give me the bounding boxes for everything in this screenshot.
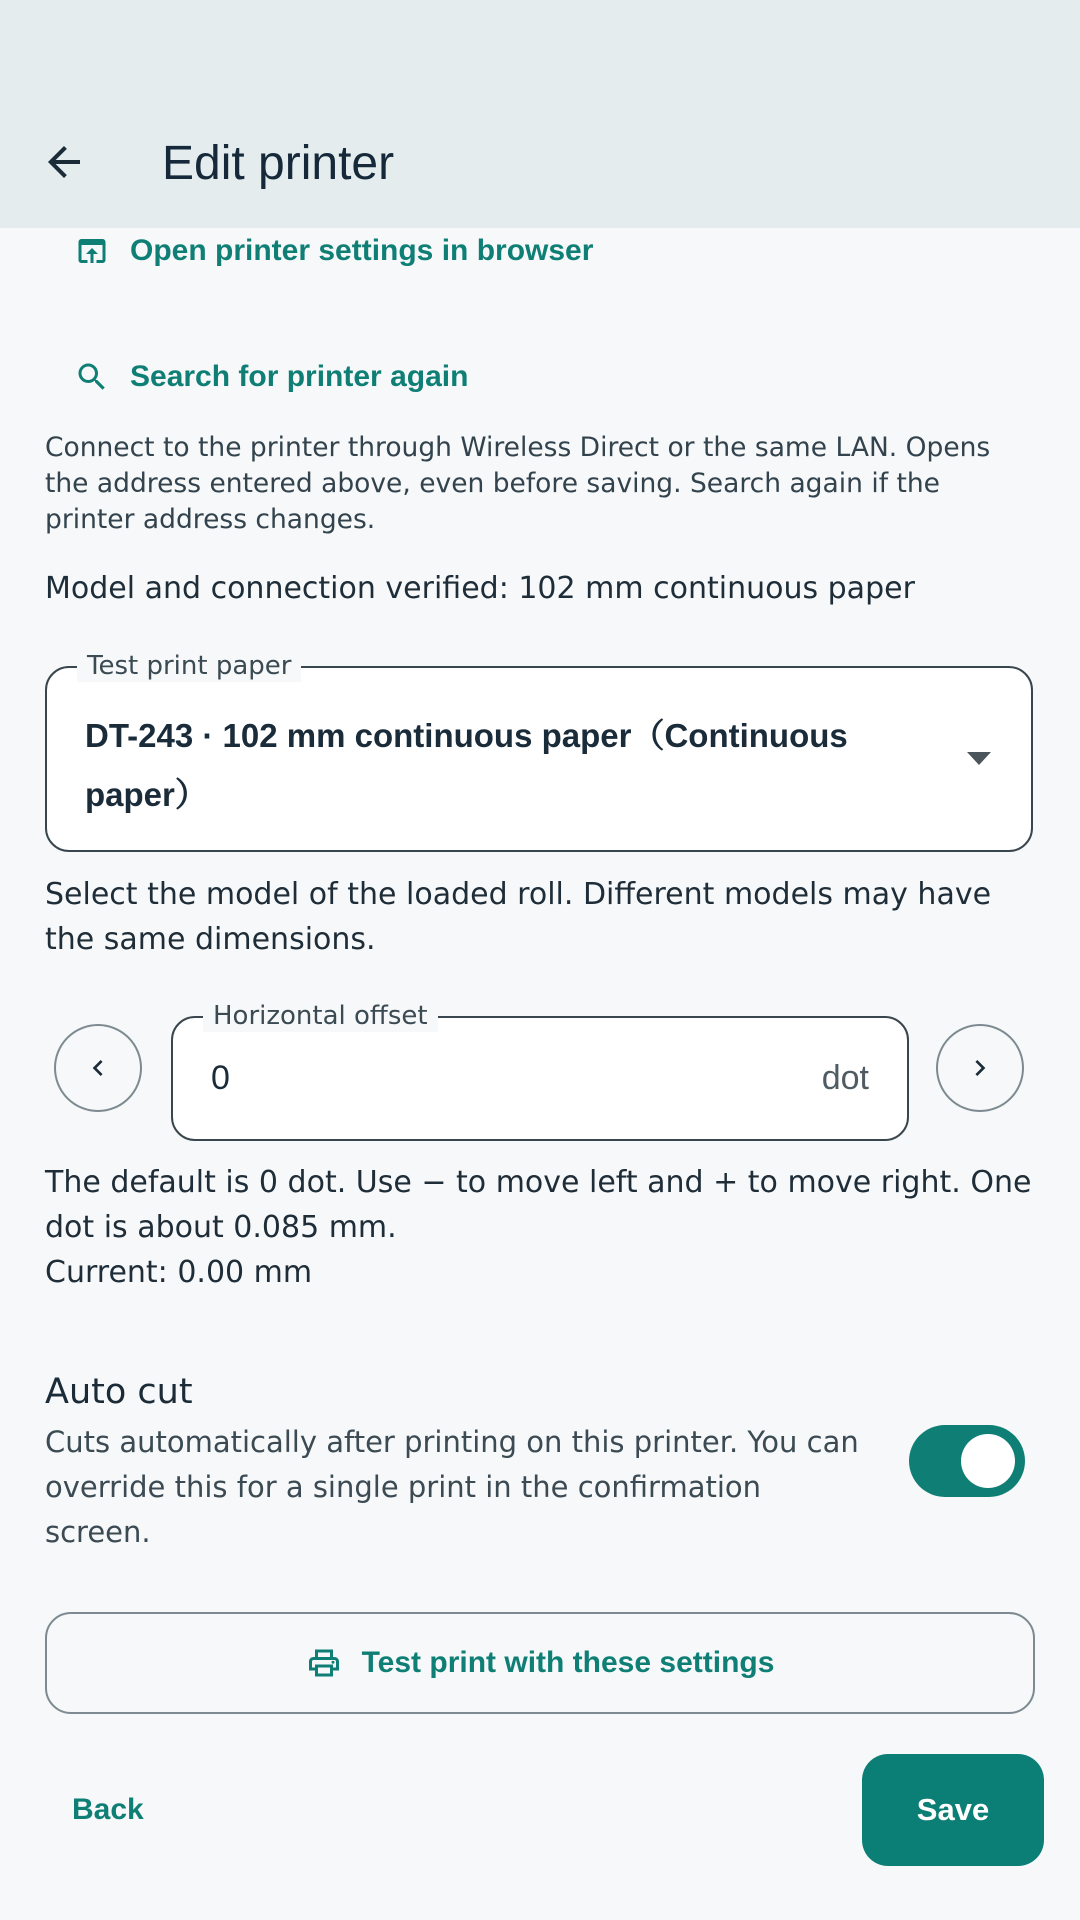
verified-status-text: Model and connection verified: 102 mm continuous paper: [45, 571, 915, 606]
horizontal-offset-label: Horizontal offset: [203, 1000, 438, 1032]
open-settings-link[interactable]: [74, 227, 593, 275]
auto-cut-toggle[interactable]: [909, 1425, 1025, 1497]
test-print-button[interactable]: [45, 1612, 1035, 1714]
increase-offset-button[interactable]: [936, 1024, 1024, 1112]
search-again-link[interactable]: [74, 353, 468, 401]
open-in-browser-icon: [74, 233, 110, 269]
decrease-offset-button[interactable]: [54, 1024, 142, 1112]
page-title: Edit printer: [162, 137, 395, 190]
toggle-knob: [961, 1434, 1015, 1488]
save-button[interactable]: [862, 1754, 1044, 1866]
dropdown-arrow-icon: [967, 752, 991, 765]
paper-select-helper: Select the model of the loaded roll. Different models may have the same dimensions.: [45, 877, 992, 957]
printer-icon: [306, 1645, 342, 1681]
horizontal-offset-input[interactable]: [171, 1001, 909, 1141]
test-print-paper-select[interactable]: [45, 651, 1033, 852]
open-settings-label: Open printer settings in browser: [130, 234, 594, 267]
search-again-label: Search for printer again: [130, 360, 469, 393]
save-label: Save: [916, 1792, 990, 1827]
horizontal-offset-unit: dot: [821, 1059, 869, 1097]
test-print-label: Test print with these settings: [361, 1646, 775, 1679]
offset-current-text: Current: 0.00 mm: [45, 1255, 313, 1290]
app-bar: [0, 0, 1080, 228]
connect-help-text: Connect to the printer through Wireless Direct or the same LAN. Opens the address entered above, even before saving. Search again if the printer address changes.: [45, 432, 991, 535]
chevron-left-icon: [82, 1052, 114, 1084]
arrow-left-icon[interactable]: [40, 138, 88, 186]
auto-cut-description: Cuts automatically after printing on this printer. You can override this for a single print in the confirmation screen.: [45, 1425, 859, 1549]
test-print-paper-value: DT-243 · 102 mm continuous paper（Continuous paper）: [85, 717, 848, 813]
search-icon: [74, 359, 110, 395]
test-print-paper-label: Test print paper: [77, 650, 301, 682]
auto-cut-title: Auto cut: [45, 1372, 193, 1412]
offset-helper-text: The default is 0 dot. Use − to move left and + to move right. One dot is about 0.085 mm.: [45, 1165, 1032, 1245]
chevron-right-icon: [964, 1052, 996, 1084]
back-button[interactable]: Back: [72, 1793, 144, 1826]
horizontal-offset-value: 0: [211, 1059, 230, 1097]
